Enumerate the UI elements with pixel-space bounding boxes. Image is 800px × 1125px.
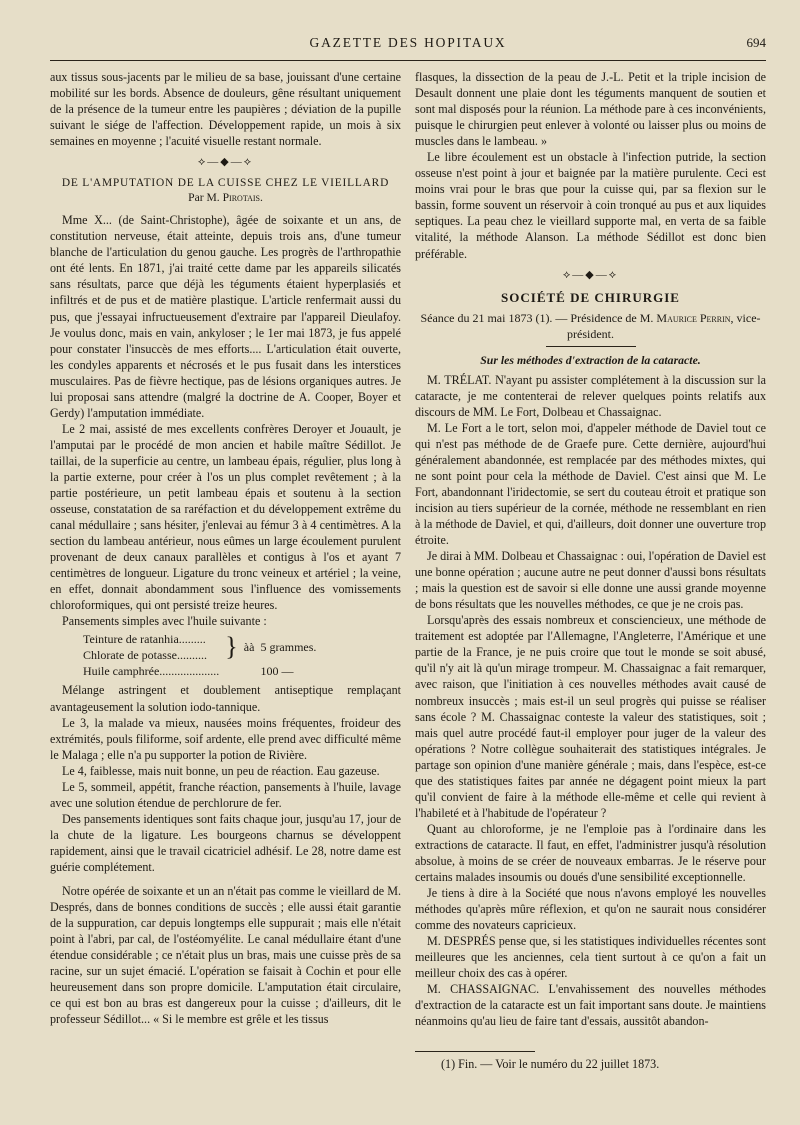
footnote: (1) Fin. — Voir le numéro du 22 juillet 1873.: [441, 1057, 660, 1072]
text-columns: [50, 69, 766, 1073]
rx-item-2: Chlorate de potasse..........: [83, 648, 207, 663]
session-date: Séance du 21 mai 1873 (1). — Présidence de M.: [420, 310, 654, 325]
case-paragraph-4: Mélange astringent et doublement antiseptique remplaçant avantageusement la solution iodo-tannique.: [50, 683, 401, 714]
case-paragraph-9: Notre opérée de soixante et un an n'était pas comme le vieillard de M. Després, dans de bonnes conditions de succès ; elle aussi était garantie de la suppuration, car depuis longtemps elle suppurait ; mais elle n'était point à l'abri, par cal, de l'ostéomyélite. Le canal médullaire étant d'une étendue considérable ; ce n'était plus un bras, mais une cuisse près de sa racine, sur un sujet émacié. L'opération se faisait à Cochin et pour elle heureusement dans son propre domicile. L'amputation était circulaire, ce qui est bon au bras est dangereux pour la cuisse ; d'ailleurs, dit le professeur Sédillot... « Si le membre est grêle et les tissus: [50, 884, 401, 1027]
rx-item-3-dose: 100 —: [260, 664, 294, 679]
rx-brace: }: [225, 632, 238, 662]
speaker-despres: M. DESPRÉS: [427, 934, 496, 949]
case-paragraph-8: Des pansements identiques sont faits chaque jour, jusqu'au 17, jour de la chute de la ligature. Les bourgeons charnus se développent rapidement, ainsi que le travail cicatriciel adhésif. Le 28, notre dame est guérie complétement.: [50, 811, 401, 874]
speech-chassaignac-text: L'envahissement des nouvelles méthodes d'extraction de la cataracte est un fait important sans doute. Je maintiens néanmoins qu'au lieu de faire tant d'essais, aussitôt abandon-: [415, 982, 766, 1029]
case-paragraph-5: Le 3, la malade va mieux, nausées moins fréquentes, froideur des extrémités, pouls filiforme, soif ardente, elle prend avec difficulté même le Malaga ; elle n'a pu supporter la potion de Rivière.: [50, 715, 401, 762]
page-number: 694: [746, 35, 766, 50]
page-header: [50, 30, 766, 56]
continuation-paragraph: flasques, la dissection de la peau de J.-L. Petit et la triple incision de Desault donnent une plaie dont les téguments manquent de soutien et sont mal disposés pour la réunion. La méthode pare à ces inconvénients, puisque le chirurgien peut enlever à volonté ou laisser plus ou moins de muscles dans le lambeau. »: [415, 70, 766, 149]
rx-item-3: Huile camphrée....................: [83, 664, 220, 679]
speech-trelat: [415, 372, 766, 420]
rx-item-1: Teinture de ratanhia.........: [83, 632, 206, 647]
article-heading: DE L'AMPUTATION DE LA CUISSE CHEZ LE VIEILLARD: [61, 177, 390, 190]
society-heading: SOCIÉTÉ DE CHIRURGIE: [501, 289, 680, 305]
case-paragraph-6: Le 4, faiblesse, mais nuit bonne, un peu de réaction. Eau gazeuse.: [62, 763, 380, 778]
rx-aa: àà: [243, 640, 255, 655]
speaker-trelat: M. TRÉLAT.: [427, 372, 492, 387]
case-paragraph-7: Le 5, sommeil, appétit, franche réaction, pansements à l'huile, lavage avec une solution étendue de perchlorure de fer.: [50, 779, 401, 810]
footnote-rule: [415, 1051, 535, 1052]
prescription-table: [80, 631, 319, 679]
speech-despres-text: pense que, si les statistiques individuelles récentes sont meilleures que les anciennes, cela tient surtout à ce qu'on a fait un meilleur choix des cas à opérer.: [415, 934, 766, 981]
running-title: GAZETTE DES HOPITAUX: [309, 35, 507, 50]
intro-paragraph: aux tissus sous-jacents par le milieu de sa base, jouissant d'une certaine mobilité sur les bords. Absence de douleurs, gêne résultant uniquement de la présence de la tumeur entre les paupières ; déviation de la pupille suivant le siége de l'affection. Développement rapide, un mois à six semaines en moyenne ; l'acuité visuelle restant normale.: [50, 70, 401, 149]
right-column: [415, 69, 766, 1073]
speech-paragraph-4: Je dirai à MM. Dolbeau et Chassaignac : oui, l'opération de Daviel est une bonne opération ; aucune autre ne peut donner d'aussi bons résultats ; mais la question est de savoir si elle donne une aussi grande moyenne de bons résultats que les nouvelles méthodes, ce que je ne crois pas.: [415, 549, 766, 612]
speech-chassaignac: [415, 981, 766, 1029]
conclusion-paragraph: Le libre écoulement est un obstacle à l'infection putride, la section osseuse n'est point à jour et baignée par la matière purulente. Ceci est moins vrai pour le bras que pour la cuisse qui, par sa flexion sur le bassin, forme souvent un réservoir à coin tronqué au pus et aux liquides septiques. La peau chez le vieillard supporte mal, en verta de sa faible vitalité, la méthode Alanson. La méthode Sédillot est donc bien préférable.: [415, 150, 766, 261]
rx-dose: 5 grammes.: [260, 640, 317, 655]
article-byline: [50, 191, 401, 204]
speaker-chassaignac: M. CHASSAIGNAC.: [427, 982, 540, 997]
speech-paragraph-5: Lorsqu'après des essais nombreux et consciencieux, une méthode de traitement est adoptée par l'Allemagne, l'Angleterre, l'Amérique et une partie de la France, je ne puis croire que tout le monde se soit abusé, qu'il n'y ait là qu'un mirage trompeur. M. Chassaignac a fait remarquer, avec raison, que l'initiation à ces nouvelles méthodes avait causé de nombreux insuccès ; mais est-il un seul progrès qui puisse se réaliser sans école ? M. Chassaignac conteste la valeur des statistiques, soit ; mais quel autre procédé faut-il employer pour juger de la valeur des opérations ? Notre collègue souhaiterait des statistiques intégrales. Je partage son opinion d'une manière générale ; mais, dans l'espèce, est-ce que des statistiques faites par année ne dégagent point mieux la part qu'il convient de faire à la méthode elle-même et celle qui revient à l'habileté et à l'habitude de l'opérateur ?: [415, 613, 766, 820]
speech-paragraph-6: Quant au chloroforme, je ne l'emploie pas à l'ordinaire dans les extractions de cataracte. Il faut, en effet, l'administrer jusqu'à résolution absolue, à moins de se créer de nouveaux embarras. Je le réserve pour certains malades insoumis ou doués d'une sensibilité exceptionnelle.: [415, 821, 766, 885]
speech-paragraph-7: Je tiens à dire à la Société que nous n'avons employé les nouvelles méthodes qu'après mûre réflexion, et qu'on ne saurait nous considérer comme des novateurs capricieux.: [415, 886, 766, 933]
speech-trelat-text: N'ayant pu assister complétement à la discussion sur la cataracte, je me contenterai de relever quelques points relatifs aux discours de MM. Le Fort, Dolbeau et Chassaignac.: [415, 372, 766, 419]
section-separator-right: ⟡—◆—⟡: [562, 268, 618, 281]
speech-despres: [415, 933, 766, 981]
session-role: , vice-président.: [567, 310, 761, 341]
byline-author: Pirotais.: [222, 191, 263, 205]
discussion-subhead: Sur les méthodes d'extraction de la cataracte.: [480, 352, 701, 367]
session-president: Maurice Perrin: [656, 310, 731, 325]
left-column: [50, 69, 401, 1073]
case-paragraph-3: Pansements simples avec l'huile suivante :: [62, 614, 267, 629]
byline-prefix: Par M.: [188, 191, 220, 205]
case-paragraph-2: Le 2 mai, assisté de mes excellents confrères Deroyer et Jouault, je l'amputai par le procédé de mon ancien et habile maître Sédillot. Je taillai, de la superficie au centre, un lambeau épais, régulier, plus long à la partie externe, pour créer à l'os un plus complet revêtement ; à la partie postérieure, un petit lambeau épais et soutenu à la section osseuse, constatation de sa raréfaction et du développement extrême du canal médullaire ; sans hésiter, j'enlevai au fémur 3 à 4 centimètres. A la section du lambeau antérieur, nous eûmes un large écoulement purulent provenant de deux canaux parallèles et contigus à l'os et ayant 7 centimètres de longueur. Ligature du tronc veineux et artériel ; la veine, en effet, donnait abondamment sous l'influence des vomissements chloroformiques, qui ont persisté treize heures.: [50, 421, 401, 613]
section-separator: ⟡—◆—⟡: [197, 156, 253, 169]
speech-paragraph-3: M. Le Fort a le tort, selon moi, d'appeler méthode de Daviel tout ce qui n'est pas méthode de de Graefe pure. Cette dernière, aujourd'hui généralement abandonnée, est remplacée par des méthodes mixtes, qui ne sont point pour cela la méthode de Daviel. C'est ainsi que M. Le Fort, abandonnant l'iridectomie, se sert du couteau étroit et pratique son incision au tiers supérieur de la cornée, méthode ne ressemblant en rien à la méthode de Daviel, et qui, d'ailleurs, doit donner une ouverture trop étroite.: [415, 420, 766, 548]
session-line: [415, 310, 766, 342]
header-rule: [50, 60, 766, 61]
case-paragraph-1: Mme X... (de Saint-Christophe), âgée de soixante et un ans, de constitution nerveuse, était atteinte, depuis trois ans, d'une tumeur blanche de l'articulation du genou gauche. Les progrès de l'arthropathie ont été lents. En 1871, j'ai traité cette dame par les appareils silicatés sans résultats, parce que déjà les téguments étaient hyperplasiés et infiltrés et de pus et de matière plastique. L'article renfermait aussi du pus, que j'essayai infructueusement d'extraire par l'appareil Dieulafoy. Je voulus donc, mais en vain, ankyloser ; le 1er mai 1873, je fus appelé pour constater l'insuccès de mes efforts.... L'articulation était ouverte, les condyles apparents et nécrosés et le pus fusait dans les interstices musculaires. Pas de fièvre hectique, pas de lésions organiques autres. Je lui proposai sans attendre (malgré la doctrine de A. Cooper, Boyer et Gerdy) l'amputation immédiate.: [50, 213, 401, 420]
session-rule: [546, 346, 636, 347]
